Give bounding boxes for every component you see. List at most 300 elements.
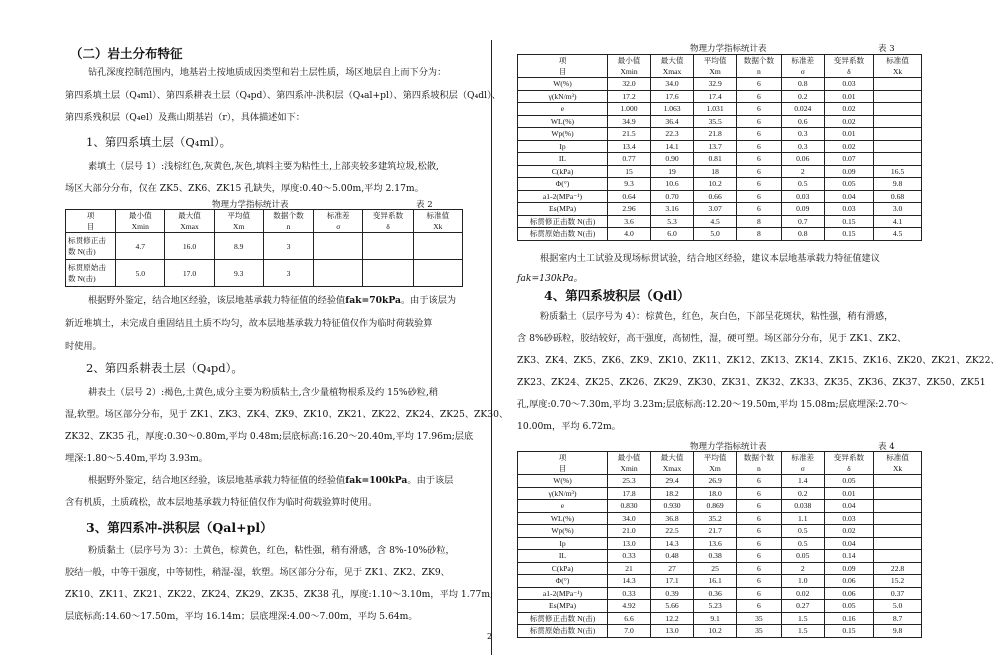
table-cell (874, 90, 922, 103)
table-row (518, 537, 922, 550)
table-cell: 15 (607, 165, 650, 178)
table-cell: 0.06 (824, 587, 873, 600)
table-row (518, 190, 922, 203)
table-cell: 15.2 (874, 575, 922, 588)
table-cell: 18 (694, 165, 737, 178)
table-cell: 6 (737, 178, 782, 191)
table-cell: 8.7 (874, 612, 922, 625)
s1-line-2: 场区大部分分布，仅在 ZK5、ZK6、ZK15 孔缺失，厚度:0.40～5.00m,平均 2.17m。 (65, 183, 424, 194)
table-cell: 4.5 (874, 228, 922, 241)
table-row (518, 78, 922, 91)
table-header-cell: 数据个数 n (737, 55, 782, 78)
table-cell: 0.09 (824, 165, 873, 178)
s4-line-6: 10.00m，平均 6.72m。 (517, 421, 621, 432)
table-header-cell: 平均值 Xm (694, 55, 737, 78)
table-cell: C(kPa) (518, 165, 608, 178)
table-header-cell: 变异系数 δ (824, 452, 873, 475)
table-cell: 6.0 (651, 228, 694, 241)
table-cell: W(%) (518, 475, 608, 488)
table-cell: WL(%) (518, 115, 608, 128)
table-cell: 17.0 (165, 260, 214, 287)
table-cell: 5.3 (651, 215, 694, 228)
table-cell: e (518, 500, 608, 513)
s3-line-3: ZK10、ZK11、ZK21、ZK22、ZK24、ZK29、ZK35、ZK38 孔，厚度:1.10～3.10m，平均 1.77m; (65, 589, 494, 600)
table-cell: 6 (737, 512, 782, 525)
table-cell: Ip (518, 537, 608, 550)
table-cell: 0.830 (607, 500, 650, 513)
table-header-cell: 变异系数 δ (363, 210, 413, 233)
table-row (518, 612, 922, 625)
table-cell: 0.15 (824, 215, 873, 228)
table-cell: 22.8 (874, 562, 922, 575)
table-cell: 35 (737, 625, 782, 638)
table-cell: 0.01 (824, 128, 873, 141)
table-cell: 0.06 (824, 575, 873, 588)
table-cell: a1-2(MPa⁻¹) (518, 190, 608, 203)
table-cell: 1.1 (781, 512, 824, 525)
table-cell: 13.0 (651, 625, 694, 638)
table-cell: 13.7 (694, 140, 737, 153)
t3-caption: 物理力学指标统计表 (690, 44, 767, 54)
table-cell: WL(%) (518, 512, 608, 525)
table-cell: 3 (263, 233, 313, 260)
table-cell: 34.0 (607, 512, 650, 525)
s2-after-line-1 (88, 470, 453, 491)
table-cell: 36.8 (651, 512, 694, 525)
table-cell: Es(MPa) (518, 600, 608, 613)
table-cell (363, 260, 413, 287)
s2-line-2: 湿,软塑。场区部分分布，见于 ZK1、ZK3、ZK4、ZK9、ZK10、ZK21、ZK22、ZK24、ZK25、ZK30、 (65, 409, 509, 420)
table-cell: 0.70 (651, 190, 694, 203)
table-cell: 0.68 (874, 190, 922, 203)
table-cell: 2 (781, 562, 824, 575)
table-header-cell: 数据个数 n (263, 210, 313, 233)
s3-title: 3、第四系冲-洪积层（Qal+pl） (86, 520, 273, 535)
table-cell: 0.5 (781, 525, 824, 538)
table-cell: 0.81 (694, 153, 737, 166)
table-cell: 0.09 (781, 203, 824, 216)
table-cell: 0.01 (824, 90, 873, 103)
table-cell: 6 (737, 550, 782, 563)
table-cell: 17.2 (607, 90, 650, 103)
table-cell: 32.0 (607, 78, 650, 91)
table-row (518, 215, 922, 228)
table-row (518, 140, 922, 153)
table-cell: 0.03 (824, 203, 873, 216)
table-cell: 6 (737, 115, 782, 128)
table-header-cell: 最小值 Xmin (116, 210, 165, 233)
table-cell: Φ(°) (518, 178, 608, 191)
table-cell: 9.1 (694, 612, 737, 625)
table-cell (874, 78, 922, 91)
table-cell (874, 103, 922, 116)
table-header-cell: 项 目 (66, 210, 116, 233)
table-cell: 0.07 (824, 153, 873, 166)
table-cell: 21.5 (607, 128, 650, 141)
table-row (518, 115, 922, 128)
table-cell: 21.8 (694, 128, 737, 141)
table-cell: 8.9 (214, 233, 263, 260)
table-cell: 4.0 (607, 228, 650, 241)
table-row (518, 562, 922, 575)
table-cell: 1.4 (781, 475, 824, 488)
table-cell: 6 (737, 203, 782, 216)
table-cell: 6 (737, 165, 782, 178)
table-cell: 0.90 (651, 153, 694, 166)
t4-label: 表 4 (878, 442, 895, 452)
table-cell (874, 512, 922, 525)
table-header-cell: 最小值 Xmin (607, 55, 650, 78)
table-cell: 标贯原始击数 N(击) (66, 260, 116, 287)
table-cell: 0.66 (694, 190, 737, 203)
table-cell: 35.5 (694, 115, 737, 128)
table-cell: 6 (737, 78, 782, 91)
table-header-row (518, 55, 922, 78)
table-cell: 6 (737, 562, 782, 575)
table-cell: 0.05 (824, 600, 873, 613)
table-cell: 6 (737, 90, 782, 103)
table-cell: Wp(%) (518, 128, 608, 141)
table-cell: 27 (651, 562, 694, 575)
table-cell: 14.3 (651, 537, 694, 550)
table-cell: 0.37 (874, 587, 922, 600)
table-cell: 4.5 (694, 215, 737, 228)
table-cell: 34.0 (651, 78, 694, 91)
table-cell: 6 (737, 140, 782, 153)
table-cell: 29.4 (651, 475, 694, 488)
table-cell: 18.2 (651, 487, 694, 500)
s4-line-1: 粉质黏土（层序号为 4）：棕黄色，红色，灰白色，下部呈花斑状，粘性强，稍有滑感， (540, 311, 894, 322)
table-cell: 5.66 (651, 600, 694, 613)
table-cell: 16.1 (694, 575, 737, 588)
table-cell: 1.5 (781, 625, 824, 638)
table-cell: 17.6 (651, 90, 694, 103)
table-cell: 0.16 (824, 612, 873, 625)
s1-fak: fak=70kPa (345, 295, 401, 306)
table-header-cell: 平均值 Xm (214, 210, 263, 233)
table-cell: 4.92 (607, 600, 650, 613)
table-header-cell: 最大值 Xmax (651, 452, 694, 475)
table-cell: 0.04 (824, 500, 873, 513)
s2-after-text: 根据野外鉴定，结合地区经验，该层地基承载力特征值的经验值 (88, 475, 346, 486)
table-header-cell: 数据个数 n (737, 452, 782, 475)
section-title: （二）岩土分布特征 (70, 46, 183, 61)
table-cell: Es(MPa) (518, 203, 608, 216)
table-row (518, 228, 922, 241)
table-cell: 0.038 (781, 500, 824, 513)
table-row (518, 165, 922, 178)
table-cell: 21 (607, 562, 650, 575)
s1-after-line-1 (88, 290, 456, 311)
table-header-row (66, 210, 463, 233)
table-cell (413, 233, 462, 260)
table-cell (874, 153, 922, 166)
table-cell: 0.05 (824, 475, 873, 488)
table-cell: 16.5 (874, 165, 922, 178)
table-cell: 0.64 (607, 190, 650, 203)
table-cell (874, 525, 922, 538)
t3-after-line-1: 根据室内土工试验及现场标贯试验，结合地区经验，建议本层地基承载力特征值建议 (540, 253, 880, 264)
table-cell: 0.39 (651, 587, 694, 600)
table-cell: 0.2 (781, 90, 824, 103)
table-row (518, 475, 922, 488)
table-cell: 6 (737, 587, 782, 600)
table-cell: 0.7 (781, 215, 824, 228)
table-row (518, 500, 922, 513)
s4-line-2: 含 8%砂砾粒，胶结较好，高干强度，高韧性，湿，硬可塑。场区部分分布，见于 ZK1、ZK2、 (517, 333, 907, 344)
table-row (518, 128, 922, 141)
table-cell: 标贯修正击数 N(击) (518, 215, 608, 228)
table-cell (874, 537, 922, 550)
table-cell: 8 (737, 215, 782, 228)
intro-line-2: 第四系填土层（Q₄ml）、第四系耕表土层（Q₄pd）、第四系冲-洪积层（Q₄al+pl）、第四系坡积层（Q₄dl）、 (65, 90, 501, 101)
table-header-row (518, 452, 922, 475)
table-cell: 0.15 (824, 228, 873, 241)
table-row (518, 550, 922, 563)
s2-fak: fak=100kPa (345, 475, 408, 486)
s1-after-tail: 。由于该层为 (401, 295, 457, 306)
table-cell: 0.09 (824, 562, 873, 575)
table-cell: 9.8 (874, 625, 922, 638)
table-row (518, 625, 922, 638)
s4-line-3: ZK3、ZK4、ZK5、ZK6、ZK9、ZK10、ZK11、ZK12、ZK13、ZK14、ZK15、ZK16、ZK20、ZK21、ZK22、 (517, 355, 1000, 366)
table-cell (363, 233, 413, 260)
table-cell: 2 (781, 165, 824, 178)
table-cell: 6 (737, 103, 782, 116)
table-cell: 6 (737, 475, 782, 488)
table-row (66, 233, 463, 260)
table-cell: γ(kN/m³) (518, 487, 608, 500)
table-header-cell: 标准差 σ (781, 452, 824, 475)
table-cell: 0.04 (824, 190, 873, 203)
s1-line-1: 素填土（层号 1）:浅棕红色,灰黄色,灰色,填料主要为粘性土,上部夹较多建筑垃圾,松散, (88, 161, 439, 172)
table-cell: 34.9 (607, 115, 650, 128)
table-cell: 9.3 (214, 260, 263, 287)
table-row (518, 203, 922, 216)
table-cell: 22.3 (651, 128, 694, 141)
table-cell: 5.0 (694, 228, 737, 241)
column-divider (491, 40, 492, 655)
table-cell: Ip (518, 140, 608, 153)
s3-line-2: 胶结一般，中等干强度，中等韧性，稍湿-湿，软塑。场区部分分布，见于 ZK1、ZK2、ZK9、 (65, 567, 450, 578)
table-cell: 0.8 (781, 78, 824, 91)
table-cell: 6 (737, 500, 782, 513)
table-cell: 3.07 (694, 203, 737, 216)
table-row (518, 512, 922, 525)
s1-after-line-2: 新近堆填土，未完成自重固结且土质不均匀，故本层地基承载力特征值仅作为临时荷载验算 (65, 318, 433, 329)
table-cell: 0.03 (781, 190, 824, 203)
table-row (518, 600, 922, 613)
table-cell (874, 500, 922, 513)
table-cell: 0.2 (781, 487, 824, 500)
s4-title: 4、第四系坡积层（Qdl） (544, 288, 690, 303)
table-cell: 0.5 (781, 178, 824, 191)
s1-title: 1、第四系填土层（Q₄ml）。 (86, 135, 232, 149)
table-cell: 0.77 (607, 153, 650, 166)
table-cell: 3.16 (651, 203, 694, 216)
intro-line-1: 钻孔深度控制范围内，地基岩土按地质成因类型和岩土层性质，场区地层自上而下分为： (88, 67, 447, 78)
table-cell: 21.0 (607, 525, 650, 538)
table-cell: 0.15 (824, 625, 873, 638)
table-cell: 0.02 (824, 525, 873, 538)
table-cell: 16.0 (165, 233, 214, 260)
table-cell (413, 260, 462, 287)
table-cell: 32.9 (694, 78, 737, 91)
table-cell: 1.000 (607, 103, 650, 116)
table-header-cell: 标准值 Xk (874, 55, 922, 78)
table-header-cell: 平均值 Xm (694, 452, 737, 475)
table-cell: 6 (737, 537, 782, 550)
table-header-cell: 项 目 (518, 452, 608, 475)
table-cell: 12.2 (651, 612, 694, 625)
table-cell: 标贯修正击数 N(击) (66, 233, 116, 260)
table-cell: 19 (651, 165, 694, 178)
table-cell: W(%) (518, 78, 608, 91)
table-cell: 0.01 (824, 487, 873, 500)
table-header-cell: 最大值 Xmax (165, 210, 214, 233)
table-cell: 10.2 (694, 178, 737, 191)
table-cell: e (518, 103, 608, 116)
table-cell (314, 233, 363, 260)
page-number: 2 (487, 632, 493, 641)
t2-label: 表 2 (416, 200, 433, 210)
table-cell: γ(kN/m³) (518, 90, 608, 103)
table-row (518, 587, 922, 600)
table-cell: 2.96 (607, 203, 650, 216)
s1-after-text: 根据野外鉴定，结合地区经验，该层地基承载力特征值的经验值 (88, 295, 346, 306)
table-cell: 13.0 (607, 537, 650, 550)
t3-label: 表 3 (878, 44, 895, 54)
table-header-cell: 标准差 σ (781, 55, 824, 78)
table-cell: Wp(%) (518, 525, 608, 538)
table-cell: 0.024 (781, 103, 824, 116)
table-cell: 6 (737, 525, 782, 538)
table-cell: 6 (737, 575, 782, 588)
table-cell: 0.02 (824, 103, 873, 116)
table-cell: 0.03 (824, 512, 873, 525)
table-cell: 6 (737, 190, 782, 203)
table-cell: 0.930 (651, 500, 694, 513)
table-cell: 17.4 (694, 90, 737, 103)
table-header-cell: 标准差 σ (314, 210, 363, 233)
table-cell: 1.0 (781, 575, 824, 588)
table-cell: 9.8 (874, 178, 922, 191)
t2-caption: 物理力学指标统计表 (212, 200, 289, 210)
table-cell (874, 475, 922, 488)
table-cell: 6.6 (607, 612, 650, 625)
table-cell: 8 (737, 228, 782, 241)
table-cell: 0.8 (781, 228, 824, 241)
table-2 (65, 209, 463, 287)
table-cell: 0.33 (607, 587, 650, 600)
table-cell: 5.0 (874, 600, 922, 613)
table-cell: 0.05 (824, 178, 873, 191)
table-row (518, 525, 922, 538)
table-row (518, 487, 922, 500)
table-cell (874, 487, 922, 500)
table-cell: 6 (737, 600, 782, 613)
table-cell: 5.23 (694, 600, 737, 613)
table-cell: 35.2 (694, 512, 737, 525)
table-cell: Φ(°) (518, 575, 608, 588)
table-cell: 10.2 (694, 625, 737, 638)
table-cell: 标贯原始击数 N(击) (518, 625, 608, 638)
table-header-cell: 标准值 Xk (874, 452, 922, 475)
table-cell: 14.3 (607, 575, 650, 588)
table-cell: 0.33 (607, 550, 650, 563)
table-cell: 17.1 (651, 575, 694, 588)
table-cell: 14.1 (651, 140, 694, 153)
t3-after-line-2: fak=130kPa。 (517, 273, 583, 284)
table-cell: 26.9 (694, 475, 737, 488)
table-cell: 3.0 (874, 203, 922, 216)
table-cell: 10.6 (651, 178, 694, 191)
s4-line-4: ZK23、ZK24、ZK25、ZK26、ZK29、ZK30、ZK31、ZK32、ZK33、ZK35、ZK36、ZK37、ZK50、ZK51 (517, 377, 986, 388)
table-header-cell: 项 目 (518, 55, 608, 78)
table-cell: 3 (263, 260, 313, 287)
table-cell: 0.04 (824, 537, 873, 550)
table-cell: 0.14 (824, 550, 873, 563)
table-cell: 18.0 (694, 487, 737, 500)
table-cell: IL (518, 550, 608, 563)
table-cell: 标贯原始击数 N(击) (518, 228, 608, 241)
table-row (518, 90, 922, 103)
table-cell: 标贯修正击数 N(击) (518, 612, 608, 625)
s2-line-1: 耕表土（层号 2）:褐色,土黄色,成分主要为粉质粘土,含少量植物根系及约 15%砂粒,稍 (88, 387, 439, 398)
table-row (518, 575, 922, 588)
s2-after-tail: 。由于该层 (407, 475, 454, 486)
table-3 (517, 54, 922, 241)
table-cell: a1-2(MPa⁻¹) (518, 587, 608, 600)
table-header-cell: 最大值 Xmax (651, 55, 694, 78)
s1-after-line-3: 时使用。 (65, 341, 102, 352)
table-cell: 0.3 (781, 140, 824, 153)
table-cell: 4.7 (116, 233, 165, 260)
table-cell: 0.06 (781, 153, 824, 166)
table-cell: 0.36 (694, 587, 737, 600)
table-cell: 13.4 (607, 140, 650, 153)
table-cell: 0.02 (824, 140, 873, 153)
table-row (518, 178, 922, 191)
table-cell: 13.6 (694, 537, 737, 550)
table-cell: 0.5 (781, 537, 824, 550)
t4-caption: 物理力学指标统计表 (690, 442, 767, 452)
table-cell: 1.031 (694, 103, 737, 116)
s3-line-4: 层底标高:14.60～17.50m，平均 16.14m；层底埋深:4.00～7.00m，平均 5.64m。 (65, 611, 418, 622)
table-row (518, 153, 922, 166)
table-cell: 9.3 (607, 178, 650, 191)
table-header-cell: 最小值 Xmin (607, 452, 650, 475)
table-cell (874, 140, 922, 153)
table-cell: 0.48 (651, 550, 694, 563)
table-row (66, 260, 463, 287)
table-header-cell: 变异系数 δ (824, 55, 873, 78)
table-header-cell: 标准值 Xk (413, 210, 462, 233)
intro-line-3: 第四系残积层（Q₄el）及燕山期基岩（r），具体描述如下： (65, 112, 305, 123)
table-cell: 25 (694, 562, 737, 575)
table-cell: 0.6 (781, 115, 824, 128)
table-cell: 0.05 (781, 550, 824, 563)
table-cell: 1.5 (781, 612, 824, 625)
table-cell: 0.02 (781, 587, 824, 600)
s2-title: 2、第四系耕表土层（Q₄pd）。 (86, 361, 243, 375)
s2-after-line-2: 含有机质，土质疏松，故本层地基承载力特征值仅作为临时荷载验算时使用。 (65, 497, 378, 508)
table-cell (314, 260, 363, 287)
table-cell: 22.5 (651, 525, 694, 538)
table-cell: 0.27 (781, 600, 824, 613)
table-cell: 6 (737, 128, 782, 141)
table-4 (517, 451, 922, 638)
